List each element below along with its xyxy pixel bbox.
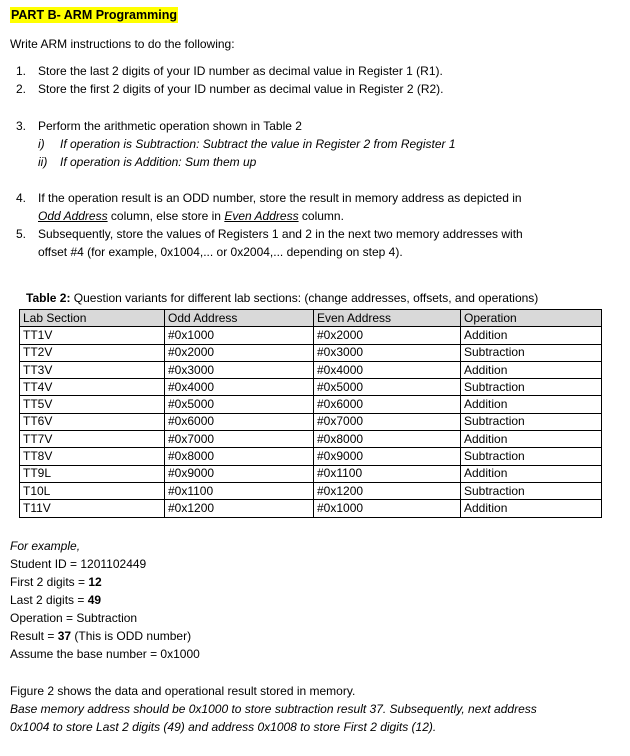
step-text: Perform the arithmetic operation shown in Table 2 [38, 119, 302, 133]
label: First 2 digits = [10, 575, 89, 589]
table-row [20, 327, 602, 344]
step-4 [16, 191, 522, 205]
example-operation: Operation = Subtraction [10, 611, 138, 625]
table-cell: #0x4000 [165, 379, 314, 396]
table-row [20, 465, 602, 482]
table-cell: #0x3000 [165, 361, 314, 378]
step-3 [16, 119, 302, 133]
table-row [20, 431, 602, 448]
table-cell: #0x3000 [314, 344, 461, 361]
step-number: 2. [16, 82, 27, 96]
table-cell: TT8V [20, 448, 165, 465]
step-4-continued [38, 209, 344, 223]
table-row [20, 396, 602, 413]
table-cell: #0x6000 [314, 396, 461, 413]
figure-note-line-1: Figure 2 shows the data and operational result stored in memory. [10, 684, 356, 698]
table-cell: #0x5000 [314, 379, 461, 396]
table-row [20, 413, 602, 430]
substep-i [38, 137, 456, 151]
table-cell: TT3V [20, 361, 165, 378]
example-result [10, 629, 191, 643]
step-text: offset #4 (for example, 0x1004,... or 0x2004,... depending on step 4). [38, 245, 403, 259]
step-text: column, else store in [107, 209, 225, 223]
table-cell: TT2V [20, 344, 165, 361]
label: Result = [10, 629, 58, 643]
table-caption-text: Question variants for different lab sections: (change addresses, offsets, and operations) [70, 291, 539, 305]
table-row [20, 344, 602, 361]
table-cell: TT7V [20, 431, 165, 448]
table-cell: #0x9000 [165, 465, 314, 482]
substep-number: i) [38, 137, 45, 151]
step-text: column. [298, 209, 344, 223]
table-cell: #0x1100 [165, 482, 314, 499]
step-text: Subsequently, store the values of Registers 1 and 2 in the next two memory addresses with [38, 227, 523, 241]
table-caption [26, 291, 538, 305]
table-cell: TT5V [20, 396, 165, 413]
table-caption-label: Table 2: [26, 291, 71, 305]
value: 37 [57, 629, 72, 643]
substep-text: If operation is Addition: Sum them up [60, 155, 257, 169]
example-student-id: Student ID = 1201102449 [10, 557, 147, 571]
table-cell: #0x1200 [165, 500, 314, 517]
table-cell: #0x8000 [314, 431, 461, 448]
column-header: Operation [461, 310, 602, 327]
step-number: 4. [16, 191, 27, 205]
column-header: Lab Section [20, 310, 165, 327]
table-cell: Subtraction [461, 379, 602, 396]
step-number: 5. [16, 227, 27, 241]
table-cell: TT9L [20, 465, 165, 482]
example-first-digits [10, 575, 102, 589]
figure-note-line-3: 0x1004 to store Last 2 digits (49) and address 0x1008 to store First 2 digits (12). [10, 720, 437, 734]
table-cell: #0x1200 [314, 482, 461, 499]
variants-table [19, 309, 602, 518]
table-cell: Addition [461, 431, 602, 448]
table-cell: Addition [461, 500, 602, 517]
step-5 [16, 227, 523, 241]
table-cell: Subtraction [461, 482, 602, 499]
label: Last 2 digits = [10, 593, 88, 607]
substep-number: ii) [38, 155, 48, 169]
table-cell: TT4V [20, 379, 165, 396]
substep-text: If operation is Subtraction: Subtract the value in Register 2 from Register 1 [60, 137, 456, 151]
table-cell: #0x9000 [314, 448, 461, 465]
table-cell: Addition [461, 396, 602, 413]
table-row [20, 379, 602, 396]
example-base: Assume the base number = 0x1000 [10, 647, 200, 661]
step-number: 1. [16, 64, 27, 78]
table-cell: #0x1000 [165, 327, 314, 344]
table-cell: #0x5000 [165, 396, 314, 413]
column-header: Odd Address [165, 310, 314, 327]
table-cell: TT6V [20, 413, 165, 430]
table-cell: #0x1000 [314, 500, 461, 517]
note: (This is ODD number) [71, 629, 192, 643]
table-cell: Subtraction [461, 448, 602, 465]
step-5-continued [38, 245, 403, 259]
table-cell: #0x7000 [165, 431, 314, 448]
table-cell: T11V [20, 500, 165, 517]
table-cell: #0x2000 [165, 344, 314, 361]
step-text: Store the first 2 digits of your ID number as decimal value in Register 2 (R2). [38, 82, 444, 96]
table-cell: #0x1100 [314, 465, 461, 482]
substep-ii [38, 155, 256, 169]
table-cell: T10L [20, 482, 165, 499]
table-cell: Subtraction [461, 413, 602, 430]
table-cell: #0x6000 [165, 413, 314, 430]
table-row [20, 448, 602, 465]
table-cell: Addition [461, 465, 602, 482]
even-address-link: Even Address [224, 209, 299, 223]
section-heading: PART B- ARM Programming [11, 8, 177, 22]
value: 12 [88, 575, 102, 589]
table-cell: #0x8000 [165, 448, 314, 465]
table-cell: TT1V [20, 327, 165, 344]
value: 49 [87, 593, 102, 607]
table-row [20, 500, 602, 517]
table-cell: Subtraction [461, 344, 602, 361]
step-2 [16, 82, 444, 96]
column-header: Even Address [314, 310, 461, 327]
table-cell: #0x7000 [314, 413, 461, 430]
table-row [20, 361, 602, 378]
example-title: For example, [10, 539, 81, 553]
table-header-row [20, 310, 602, 327]
table-cell: Addition [461, 361, 602, 378]
step-text: If the operation result is an ODD number, store the result in memory address as depicted in [38, 191, 522, 205]
table-cell: #0x2000 [314, 327, 461, 344]
intro-text: Write ARM instructions to do the following: [10, 37, 235, 51]
step-text: Store the last 2 digits of your ID number as decimal value in Register 1 (R1). [38, 64, 443, 78]
example-last-digits [10, 593, 101, 607]
odd-address-link: Odd Address [38, 209, 108, 223]
table-cell: #0x4000 [314, 361, 461, 378]
step-number: 3. [16, 119, 27, 133]
step-1 [16, 64, 443, 78]
table-row [20, 482, 602, 499]
table-cell: Addition [461, 327, 602, 344]
figure-note-line-2: Base memory address should be 0x1000 to store subtraction result 37. Subsequently, next address [10, 702, 537, 716]
